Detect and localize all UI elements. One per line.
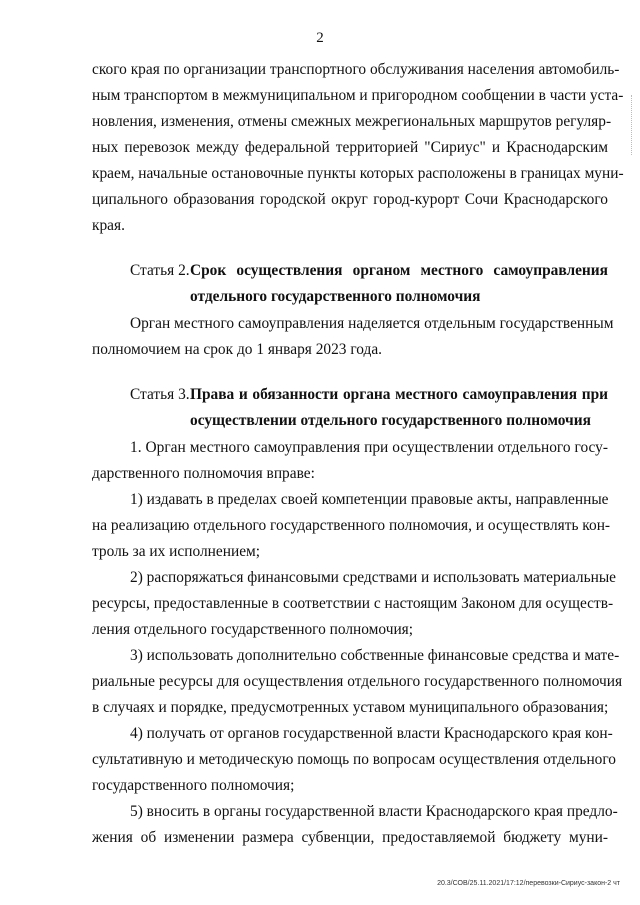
text-line: Орган местного самоуправления наделяется отдельным государственным — [130, 315, 614, 332]
text-line: новления, изменения, отмены смежных межрегиональных маршрутов регуляр- — [92, 113, 612, 130]
footer-code: 20.3/СОВ/25.11.2021/17:12/перевозки-Сириус-закон-2 чт — [437, 880, 620, 887]
text-line: риальные ресурсы для осуществления отдельного государственного полномочия — [92, 673, 623, 690]
text-line: государственного полномочия; — [92, 777, 295, 794]
text-line: ным транспортом в межмуниципальном и пригородном сообщении в части уста- — [92, 87, 624, 104]
article-2-title: Срок осуществления органом местного самоуправления — [190, 262, 608, 279]
text-line: дарственного полномочия вправе: — [92, 465, 315, 482]
article-3-title: Права и обязанности органа местного самоуправления при — [190, 386, 608, 403]
list-item: 2) распоряжаться финансовыми средствами и использовать материальные — [130, 569, 617, 586]
page-number: 2 — [316, 30, 324, 46]
text-line: краем, начальные остановочные пункты которых расположены в границах муни- — [92, 165, 624, 182]
text-line: 1. Орган местного самоуправления при осуществлении отдельного госу- — [130, 439, 608, 456]
text-line: ления отдельного государственного полномочия; — [92, 621, 414, 638]
text-line: ных перевозок между федеральной территорией "Сириус" и Краснодарским — [92, 139, 608, 156]
article-3-title-cont: осуществлении отдельного государственного полномочия — [190, 412, 591, 429]
article-3-label: Статья 3. — [130, 386, 190, 403]
text-line: края. — [92, 217, 125, 234]
text-line: троль за их исполнением; — [92, 543, 261, 560]
margin-mark — [631, 95, 636, 155]
text-line: жения об изменении размера субвенции, предоставляемой бюджету муни- — [92, 829, 608, 846]
article-2-title-cont: отдельного государственного полномочия — [190, 288, 481, 305]
text-line: ресурсы, предоставленные в соответствии с настоящим Законом для осуществ- — [92, 595, 614, 612]
list-item: 4) получать от органов государственной власти Краснодарского края кон- — [130, 725, 613, 742]
text-line: ципального образования городской округ город-курорт Сочи Краснодарского — [92, 191, 608, 208]
text-line: в случаях и порядке, предусмотренных уставом муниципального образования; — [92, 699, 609, 716]
text-line: на реализацию отдельного государственного полномочия, и осуществлять кон- — [92, 517, 611, 534]
list-item: 3) использовать дополнительно собственные финансовые средства и мате- — [130, 647, 620, 664]
article-2-label: Статья 2. — [130, 262, 190, 279]
text-line: полномочием на срок до 1 января 2023 года. — [92, 341, 383, 358]
list-item: 1) издавать в пределах своей компетенции правовые акты, направленные — [130, 491, 609, 508]
text-line: ского края по организации транспортного обслуживания населения автомобиль- — [92, 61, 620, 78]
list-item: 5) вносить в органы государственной власти Краснодарского края предло- — [130, 803, 618, 820]
text-line: сультативную и методическую помощь по вопросам осуществления отдельного — [92, 751, 617, 768]
